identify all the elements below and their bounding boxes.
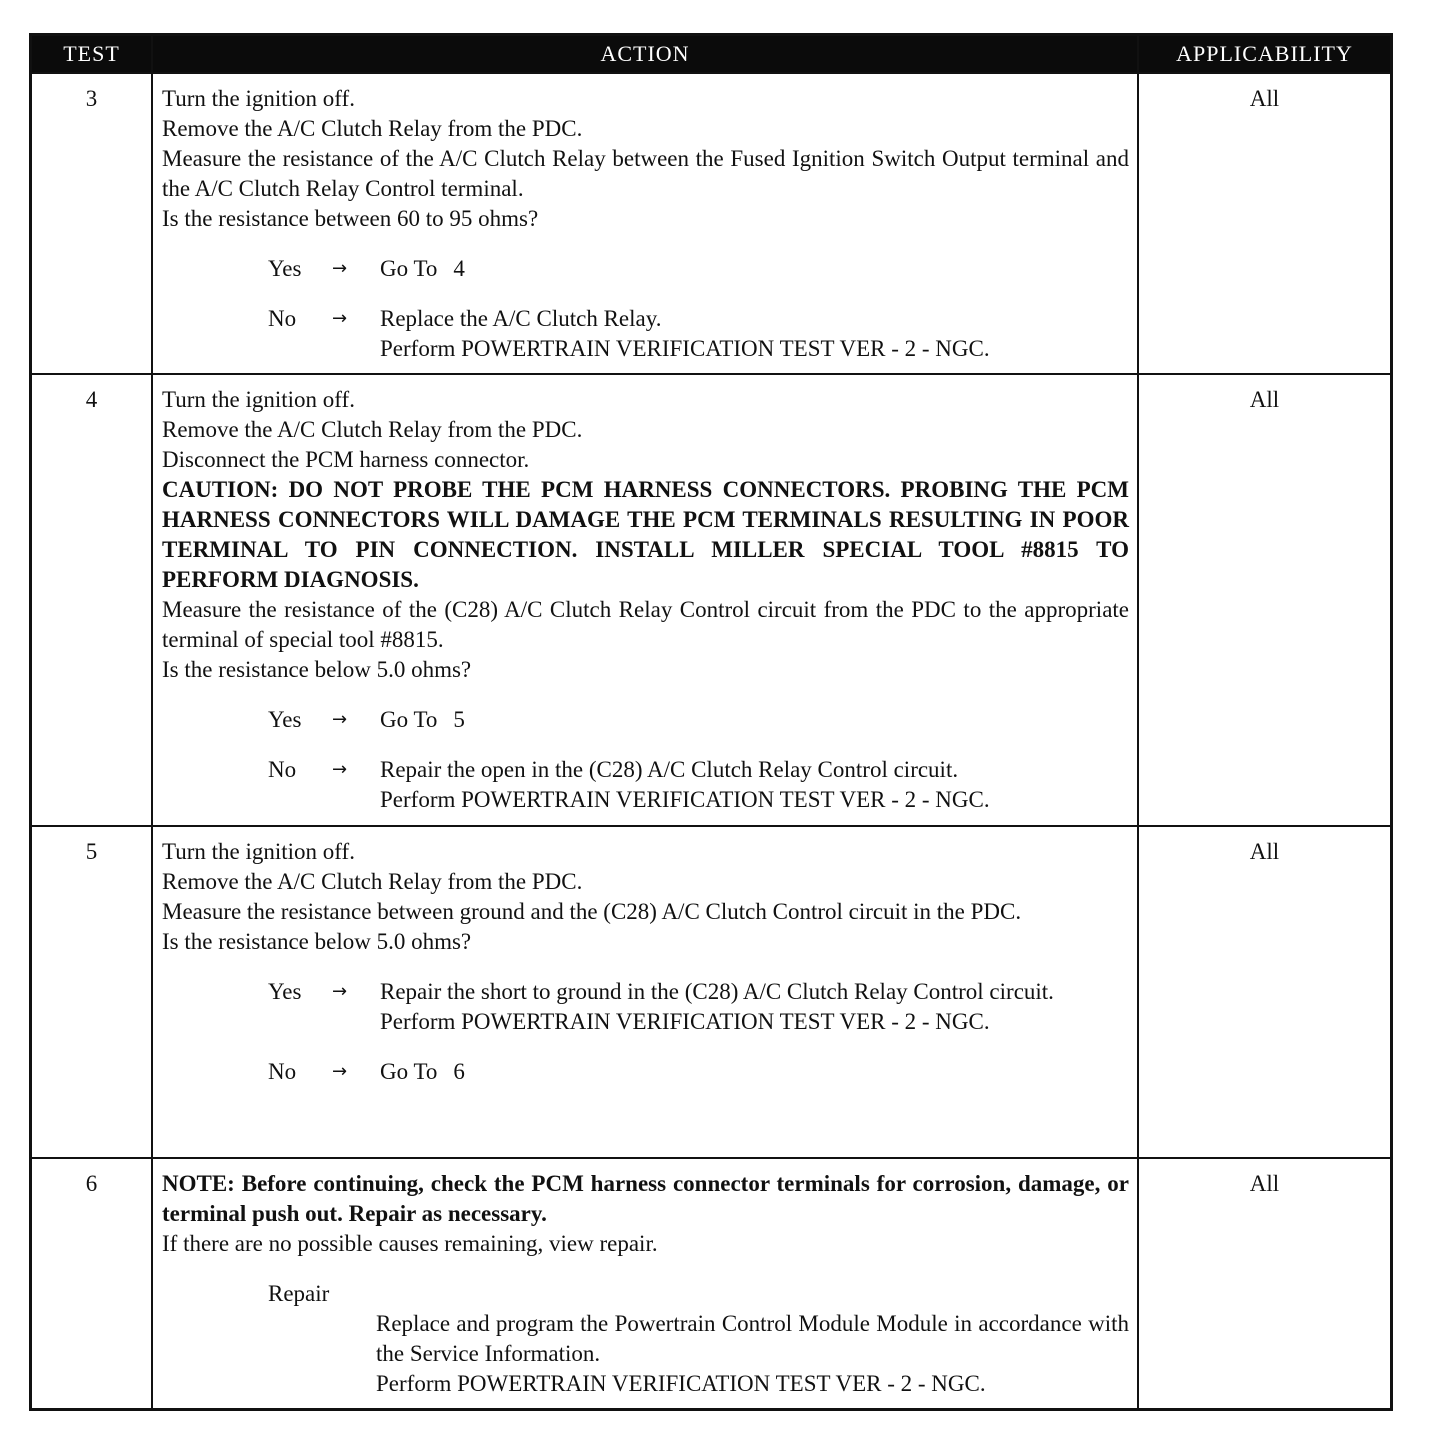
yes-goto[interactable]: Go To 4 xyxy=(380,256,465,281)
step: Remove the A/C Clutch Relay from the PDC. xyxy=(162,869,583,894)
applicability: All xyxy=(1138,73,1390,374)
yes-goto[interactable]: Go To 5 xyxy=(380,707,465,732)
test-number: 6 xyxy=(32,1158,152,1408)
question: Is the resistance between 60 to 95 ohms? xyxy=(162,206,539,231)
arrow-icon: → xyxy=(332,981,348,1002)
step: Disconnect the PCM harness connector. xyxy=(162,447,530,472)
no-label: No xyxy=(268,1059,297,1084)
yes-label: Yes xyxy=(268,256,302,281)
no-goto[interactable]: Go To 6 xyxy=(380,1059,465,1084)
header-test: TEST xyxy=(32,36,152,73)
step: If there are no possible causes remaining, view repair. xyxy=(162,1231,658,1256)
answer-options xyxy=(268,254,1129,364)
yes-label: Yes xyxy=(268,707,302,732)
no-label: No xyxy=(268,757,297,782)
header-applicability: APPLICABILITY xyxy=(1138,36,1390,73)
diagnostic-test-table xyxy=(29,33,1393,1411)
no-option xyxy=(268,755,1129,815)
yes-option xyxy=(268,705,1129,735)
repair-label: Repair xyxy=(268,1281,330,1306)
no-label: No xyxy=(268,306,297,331)
yes-option xyxy=(268,977,1129,1037)
test-row-5 xyxy=(32,826,1390,1158)
no-option xyxy=(268,1057,1129,1087)
action-cell xyxy=(152,73,1138,374)
step: Turn the ignition off. xyxy=(162,86,355,111)
action-cell xyxy=(152,826,1138,1158)
caution-text: CAUTION: DO NOT PROBE THE PCM HARNESS CONNECTORS. PROBING THE PCM HARNESS CONNECTORS WILL DAMAGE THE PCM TERMINALS RESULTING IN POOR TERMINAL TO PIN CONNECTION. INSTALL MILLER SPECIAL TOOL #8815 TO PERFORM DIAGNOSIS. xyxy=(162,477,1129,592)
step: Remove the A/C Clutch Relay from the PDC. xyxy=(162,417,583,442)
action-cell xyxy=(152,374,1138,826)
verification-link[interactable]: Perform POWERTRAIN VERIFICATION TEST VER - 2 - NGC. xyxy=(376,1371,986,1396)
test-number: 5 xyxy=(32,826,152,1158)
arrow-icon: → xyxy=(332,308,348,329)
answer-options xyxy=(268,705,1129,815)
arrow-icon: → xyxy=(332,709,348,730)
repair-section xyxy=(268,1279,1129,1399)
yes-label: Yes xyxy=(268,979,302,1004)
arrow-icon: → xyxy=(332,258,348,279)
note-text: NOTE: Before continuing, check the PCM harness connector terminals for corrosion, damage, or terminal push out. Repair as necessary. xyxy=(162,1171,1129,1226)
step: Remove the A/C Clutch Relay from the PDC. xyxy=(162,116,583,141)
verification-link[interactable]: Perform POWERTRAIN VERIFICATION TEST VER - 2 - NGC. xyxy=(380,1009,990,1034)
applicability: All xyxy=(1138,374,1390,826)
repair-instructions: Replace and program the Powertrain Control Module Module in accordance with the Service Information. Perform POWERTRAIN VERIFICATION TEST VER - 2 - NGC. xyxy=(376,1309,1129,1399)
test-row-6 xyxy=(32,1158,1390,1408)
question: Is the resistance below 5.0 ohms? xyxy=(162,929,472,954)
verification-link[interactable]: Perform POWERTRAIN VERIFICATION TEST VER - 2 - NGC. xyxy=(380,787,990,812)
header-action: ACTION xyxy=(152,36,1138,73)
arrow-icon: → xyxy=(332,1061,348,1082)
no-action: Replace the A/C Clutch Relay. Perform POWERTRAIN VERIFICATION TEST VER - 2 - NGC. xyxy=(380,304,1129,364)
test-number: 3 xyxy=(32,73,152,374)
step: Turn the ignition off. xyxy=(162,839,355,864)
action-cell xyxy=(152,1158,1138,1408)
arrow-icon: → xyxy=(332,759,348,780)
question: Is the resistance below 5.0 ohms? xyxy=(162,657,472,682)
step: Measure the resistance of the A/C Clutch Relay between the Fused Ignition Switch Output terminal and the A/C Clutch Relay Control terminal. xyxy=(162,146,1129,201)
test-row-3 xyxy=(32,73,1390,374)
step: Measure the resistance between ground and the (C28) A/C Clutch Control circuit in the PDC. xyxy=(162,899,1022,924)
applicability: All xyxy=(1138,1158,1390,1408)
step: Measure the resistance of the (C28) A/C Clutch Relay Control circuit from the PDC to the appropriate terminal of special tool #8815. xyxy=(162,597,1129,652)
applicability: All xyxy=(1138,826,1390,1158)
test-row-4 xyxy=(32,374,1390,826)
test-number: 4 xyxy=(32,374,152,826)
answer-options xyxy=(268,977,1129,1087)
step: Turn the ignition off. xyxy=(162,387,355,412)
no-option xyxy=(268,304,1129,364)
test-table xyxy=(32,36,1390,1408)
verification-link[interactable]: Perform POWERTRAIN VERIFICATION TEST VER - 2 - NGC. xyxy=(380,336,990,361)
yes-option xyxy=(268,254,1129,284)
no-action: Repair the open in the (C28) A/C Clutch Relay Control circuit. Perform POWERTRAIN VERIFICATION TEST VER - 2 - NGC. xyxy=(380,755,1129,815)
header-row xyxy=(32,36,1390,73)
yes-action: Repair the short to ground in the (C28) A/C Clutch Relay Control circuit. Perform POWERTRAIN VERIFICATION TEST VER - 2 - NGC. xyxy=(380,977,1129,1037)
